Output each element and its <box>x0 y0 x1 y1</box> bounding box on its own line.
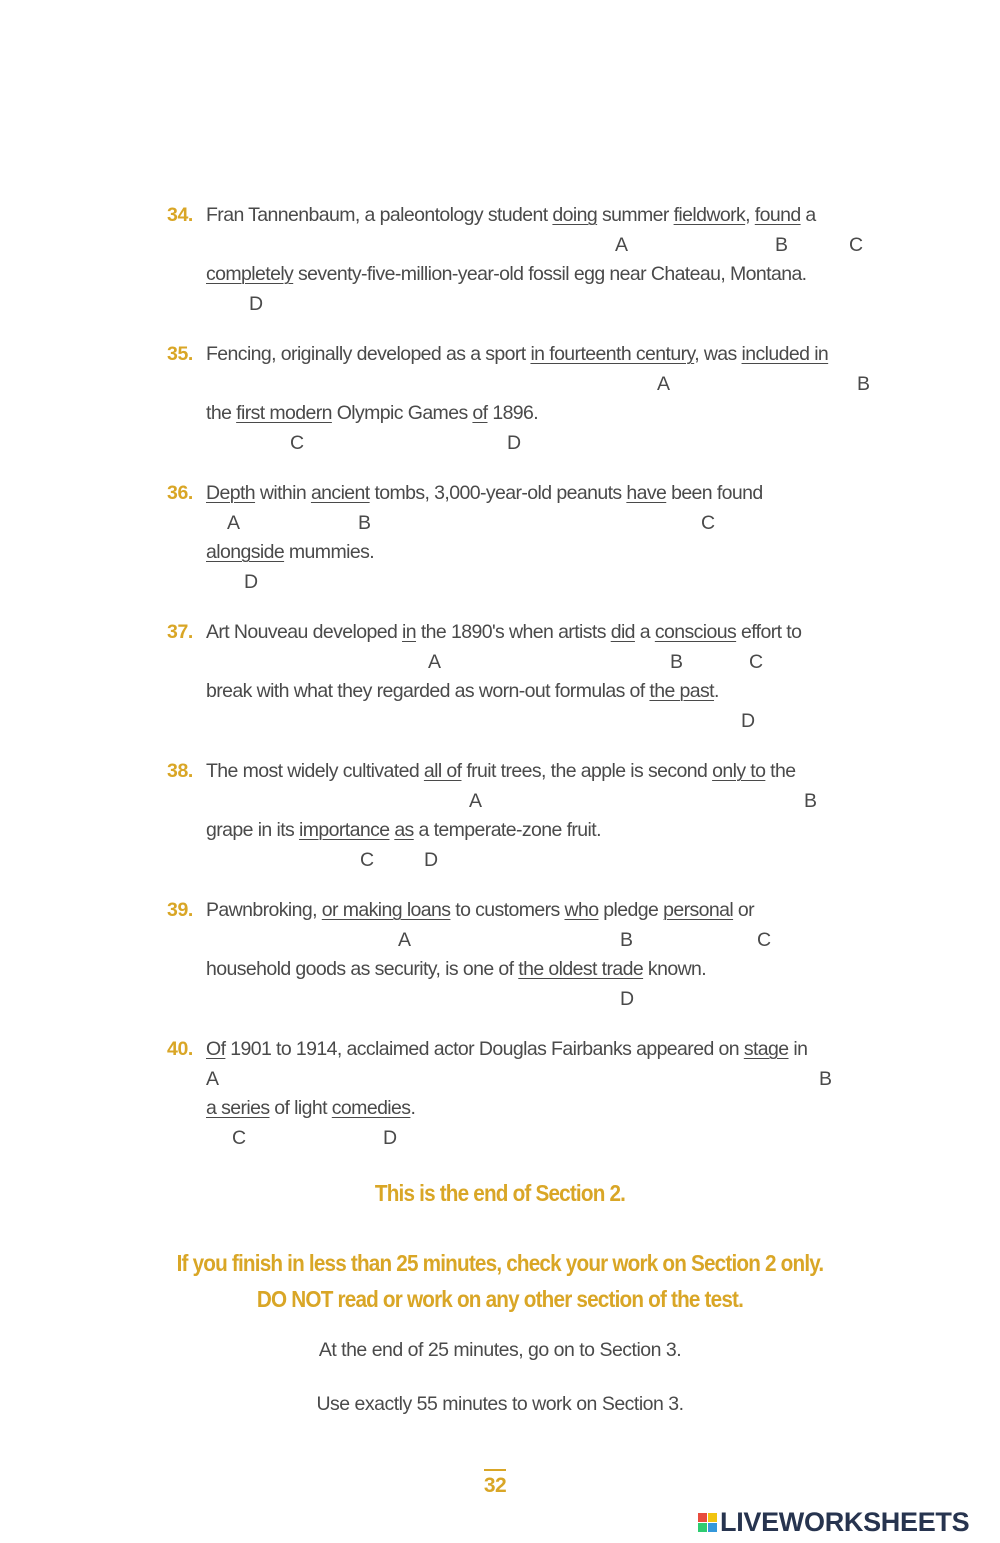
text: household goods as security, is one of <box>206 958 519 980</box>
text: The most widely cultivated <box>206 760 424 782</box>
option-a-text: all of <box>423 760 462 782</box>
option-b-text: stage <box>743 1038 789 1060</box>
warning-line-1: If you finish in less than 25 minutes, check your work on Section 2 only. <box>176 1250 824 1276</box>
end-of-section: This is the end of Section 2. <box>374 1180 626 1206</box>
text: Fran Tannenbaum, a paleontology student <box>206 204 553 226</box>
option-d-text: of <box>472 402 488 424</box>
option-c-text: found <box>754 204 801 226</box>
label-c[interactable]: C <box>232 1127 247 1149</box>
text: , <box>745 204 755 226</box>
question-line-1 <box>206 343 828 366</box>
text: Olympic Games <box>331 402 473 424</box>
text: of light <box>269 1097 332 1119</box>
instruction-1: At the end of 25 minutes, go on to Section 3. <box>318 1339 682 1361</box>
label-d[interactable]: D <box>741 710 756 732</box>
question-line-1 <box>206 621 801 644</box>
label-a[interactable]: A <box>206 1068 220 1090</box>
question-number: 34. <box>167 204 193 226</box>
question-line-2 <box>206 680 719 703</box>
logo-square <box>698 1523 707 1532</box>
question-line-2 <box>206 263 807 286</box>
label-d[interactable]: D <box>620 988 635 1010</box>
text: Pawnbroking, <box>206 899 322 921</box>
text: effort to <box>736 621 802 643</box>
label-d[interactable]: D <box>424 849 439 871</box>
question-line-2 <box>206 958 706 981</box>
text: the <box>206 402 237 424</box>
option-c-text: personal <box>663 899 734 921</box>
logo-text: LIVEWORKSHEETS <box>720 1506 970 1537</box>
question-line-1 <box>206 1038 807 1061</box>
text: been found <box>666 482 763 504</box>
page-number: 32 <box>483 1474 507 1497</box>
option-b-text: ancient <box>310 482 370 504</box>
instruction-2: Use exactly 55 minutes to work on Section 3. <box>316 1393 684 1415</box>
page-number-bar <box>484 1469 506 1471</box>
option-c-text: first modern <box>236 402 332 424</box>
text: . <box>410 1097 416 1119</box>
question-number: 37. <box>167 621 193 643</box>
text: , was <box>694 343 742 365</box>
label-c[interactable]: C <box>701 512 716 534</box>
option-b-text: fieldwork <box>673 204 746 226</box>
question-number: 35. <box>167 343 193 365</box>
label-d[interactable]: D <box>507 432 522 454</box>
label-b[interactable]: B <box>804 790 818 812</box>
logo-square <box>708 1523 717 1532</box>
option-a-text: in fourteenth century <box>530 343 695 365</box>
logo-square <box>708 1513 717 1522</box>
text: within <box>255 482 311 504</box>
text: the <box>765 760 796 782</box>
option-a-text: in <box>402 621 417 643</box>
option-d-text: alongside <box>206 541 285 563</box>
question-line-1 <box>206 899 754 922</box>
option-c-text: a series <box>206 1097 270 1119</box>
label-a[interactable]: A <box>469 790 483 812</box>
label-d[interactable]: D <box>249 293 264 315</box>
label-c[interactable]: C <box>290 432 305 454</box>
text: to customers <box>450 899 565 921</box>
text: mummies. <box>284 541 375 563</box>
question-line-2 <box>206 1097 415 1120</box>
text: known. <box>643 958 707 980</box>
label-c[interactable]: C <box>757 929 772 951</box>
label-a[interactable]: A <box>428 651 442 673</box>
option-d-text: the oldest trade <box>518 958 644 980</box>
option-a-text: Of <box>206 1038 226 1060</box>
question-line-2 <box>206 541 374 564</box>
option-c-text: conscious <box>654 621 737 643</box>
logo-square <box>698 1513 707 1522</box>
option-d-text: completely <box>206 263 294 285</box>
question-line-1 <box>206 760 796 783</box>
warning-line-2: DO NOT read or work on any other section of the test. <box>256 1286 744 1312</box>
label-b[interactable]: B <box>819 1068 833 1090</box>
question-number: 38. <box>167 760 193 782</box>
option-b-text: who <box>564 899 599 921</box>
text: seventy-five-million-year-old fossil egg near Chateau, Montana. <box>293 263 807 285</box>
text: . <box>714 680 719 702</box>
text: tombs, 3,000-year-old peanuts <box>369 482 627 504</box>
text: grape in its <box>206 819 300 841</box>
label-a[interactable]: A <box>657 373 671 395</box>
text: Fencing, originally developed as a sport <box>206 343 531 365</box>
label-b[interactable]: B <box>620 929 634 951</box>
label-a[interactable]: A <box>398 929 412 951</box>
logo-icon <box>698 1513 717 1532</box>
question-line-1 <box>206 482 763 505</box>
option-c-text: importance <box>299 819 390 841</box>
option-d-text: as <box>394 819 414 841</box>
question-line-2 <box>206 402 538 425</box>
text: in <box>788 1038 808 1060</box>
text: a <box>634 621 655 643</box>
text: a temperate-zone fruit. <box>413 819 601 841</box>
option-c-text: have <box>626 482 667 504</box>
option-b-text: only to <box>712 760 766 782</box>
question-line-2 <box>206 819 601 842</box>
text: 1896. <box>487 402 539 424</box>
text: Art Nouveau developed <box>206 621 403 643</box>
question-number: 40. <box>167 1038 193 1060</box>
option-a-text: Depth <box>206 482 256 504</box>
text: fruit trees, the apple is second <box>461 760 713 782</box>
label-a[interactable]: A <box>615 234 629 256</box>
question-number: 39. <box>167 899 193 921</box>
question-number: 36. <box>167 482 193 504</box>
text: break with what they regarded as worn-out formulas of <box>206 680 650 702</box>
option-a-text: or making loans <box>321 899 451 921</box>
label-c[interactable]: C <box>749 651 764 673</box>
label-d[interactable]: D <box>244 571 259 593</box>
text: a <box>800 204 816 226</box>
label-c[interactable]: C <box>360 849 375 871</box>
label-b[interactable]: B <box>670 651 684 673</box>
text: or <box>733 899 755 921</box>
liveworksheets-logo <box>698 1507 969 1537</box>
text: 1901 to 1914, acclaimed actor Douglas Fairbanks appeared on <box>225 1038 744 1060</box>
label-b[interactable]: B <box>775 234 789 256</box>
option-b-text: did <box>610 621 635 643</box>
text: the 1890's when artists <box>416 621 611 643</box>
label-b[interactable]: B <box>358 512 372 534</box>
text: pledge <box>598 899 664 921</box>
label-b[interactable]: B <box>857 373 871 395</box>
option-d-text: comedies <box>331 1097 411 1119</box>
option-a-text: doing <box>552 204 598 226</box>
label-a[interactable]: A <box>227 512 241 534</box>
option-d-text: the past <box>649 680 715 702</box>
label-c[interactable]: C <box>849 234 864 256</box>
option-b-text: included in <box>741 343 829 365</box>
label-d[interactable]: D <box>383 1127 398 1149</box>
question-line-1 <box>206 204 816 227</box>
text: summer <box>597 204 674 226</box>
